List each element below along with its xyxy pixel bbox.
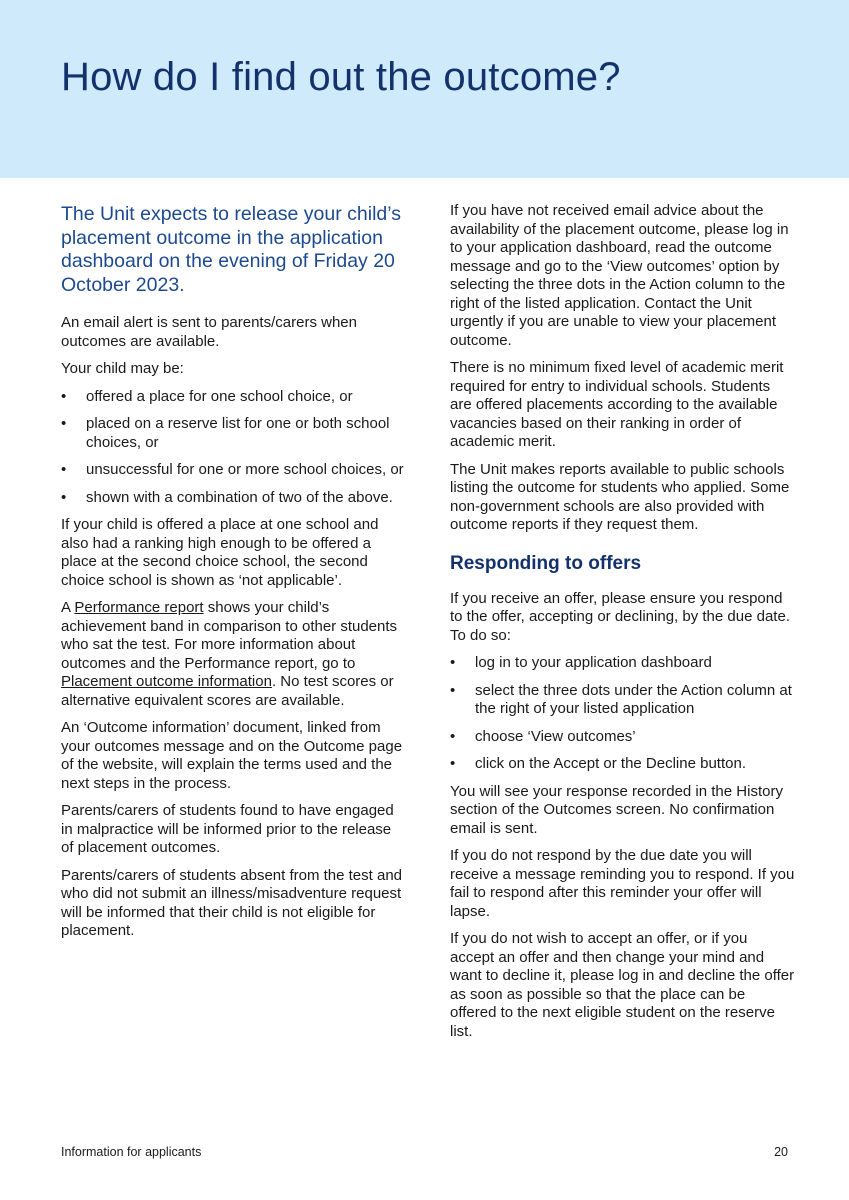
list-item: • unsuccessful for one or more school choices, or bbox=[61, 461, 404, 478]
outcome-list bbox=[61, 388, 406, 508]
right-column bbox=[450, 202, 795, 1050]
paragraph-performance-report: A Performance report shows your child’s achievement band in comparison to other students who sat the test. For more information about outcomes and the Performance report, go to Placement outcome information. No test scores or alternative equivalent scores are available. bbox=[61, 599, 398, 709]
paragraph-reports: The Unit makes reports available to public schools listing the outcome for students who applied. Some non-government schools are also provided with outcome reports if they request them. bbox=[450, 460, 790, 533]
bullet: • bbox=[450, 755, 456, 772]
list-item: • shown with a combination of two of the above. bbox=[61, 488, 393, 506]
bullet: • bbox=[450, 727, 456, 745]
bullet: • bbox=[61, 415, 67, 432]
footer-label: Information for applicants bbox=[61, 1145, 202, 1159]
paragraph-absent: Parents/carers of students absent from the test and who did not submit an illness/misadventure request will be informed that their child is not eligible for placement. bbox=[61, 866, 403, 939]
lead-paragraph: The Unit expects to release your child’s placement outcome in the application dashboard on the evening of Friday 20 October 2023. bbox=[61, 203, 401, 296]
paragraph-reminder: If you do not respond by the due date you will receive a message reminding you to respond. If you fail to respond after this reminder your offer will lapse. bbox=[450, 847, 795, 920]
bullet: • bbox=[61, 488, 67, 506]
paragraph-decline: If you do not wish to accept an offer, or if you accept an offer and then change your mind and want to decline it, please log in and decline the offer as soon as possible so that the place can be offered to the next eligible student on the reserve list. bbox=[450, 930, 795, 1040]
header-banner bbox=[0, 0, 849, 178]
paragraph-your-child: Your child may be: bbox=[61, 360, 184, 377]
performance-report-link[interactable]: Performance report bbox=[74, 599, 204, 616]
section-heading-responding: Responding to offers bbox=[450, 552, 642, 574]
page-title: How do I find out the outcome? bbox=[61, 55, 621, 99]
paragraph-email-alert: An email alert is sent to parents/carers when outcomes are available. bbox=[61, 314, 357, 350]
bullet: • bbox=[450, 681, 456, 699]
paragraph-outcome-information: An ‘Outcome information’ document, linked from your outcomes message and on the Outcome page of the website, will explain the terms used and the next steps in the process. bbox=[61, 719, 403, 792]
paragraph-receive-offer: If you receive an offer, please ensure you respond to the offer, accepting or declining, by the due date. To do so: bbox=[450, 589, 790, 644]
list-item: • choose ‘View outcomes’ bbox=[450, 727, 636, 745]
list-item: • placed on a reserve list for one or both school choices, or bbox=[61, 415, 390, 451]
paragraph-no-email: If you have not received email advice about the availability of the placement outcome, please log in to your application dashboard, read the outcome message and go to the ‘View outcomes’ option by selecting the three dots in the Action column to the right of the listed application. Contact the Unit urgently if you are unable to view your placement outcome. bbox=[450, 202, 789, 349]
bullet: • bbox=[61, 461, 67, 478]
paragraph-history: You will see your response recorded in the History section of the Outcomes screen. No confirmation email is sent. bbox=[450, 782, 783, 837]
bullet: • bbox=[61, 387, 67, 405]
list-item: • offered a place for one school choice, or bbox=[61, 387, 353, 405]
placement-outcome-information-link[interactable]: Placement outcome information bbox=[61, 673, 272, 690]
paragraph-academic-merit: There is no minimum fixed level of academic merit required for entry to individual schools. Students are offered placements according to the available vacancies based on their ranking in order of academic merit. bbox=[450, 359, 784, 450]
page-number: 20 bbox=[774, 1145, 788, 1159]
left-column bbox=[61, 203, 406, 950]
steps-list bbox=[450, 654, 795, 774]
paragraph-malpractice: Parents/carers of students found to have engaged in malpractice will be informed prior to the release of placement outcomes. bbox=[61, 802, 394, 856]
list-item: • select the three dots under the Action column at the right of your listed application bbox=[450, 681, 792, 717]
bullet: • bbox=[450, 654, 456, 671]
paragraph-second-choice: If your child is offered a place at one school and also had a ranking high enough to be offered a place at the second choice school, the second choice school is shown as ‘not applicable’. bbox=[61, 516, 379, 589]
list-item: • click on the Accept or the Decline button. bbox=[450, 755, 746, 772]
list-item: • log in to your application dashboard bbox=[450, 654, 712, 671]
